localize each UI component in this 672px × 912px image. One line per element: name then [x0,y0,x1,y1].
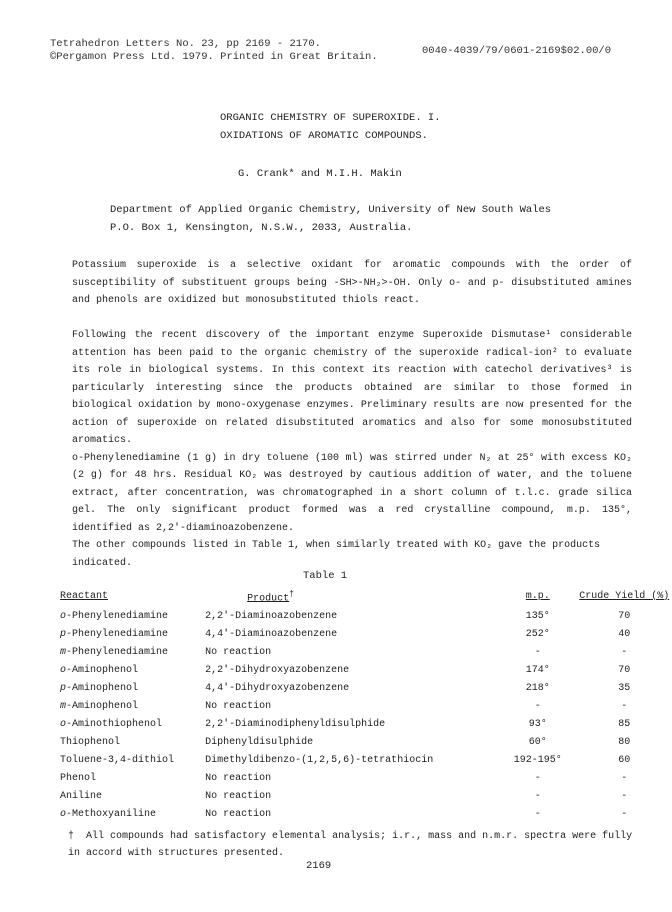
body-text [40,327,632,572]
journal-line: Tetrahedron Letters No. 23, pp 2169 - 2170. [50,38,321,50]
table-1 [60,585,672,824]
table-row [60,680,672,698]
product-cell [205,806,499,824]
footnote-dagger: † [68,831,75,842]
mp-cell-text: 174° [525,665,550,677]
product-cell-text: 2,2'-Diaminoazobenzene [205,611,338,623]
reactant-cell-text: Aniline [60,791,103,803]
mp-cell [499,806,576,824]
table-caption: Table 1 [303,570,348,582]
mp-cell [499,770,576,788]
yield-cell [576,806,672,824]
mp-cell [499,644,576,662]
yield-cell-text: 70 [618,611,631,623]
body-paragraph-2: o-Phenylenediamine (1 g) in dry toluene (100 ml) was stirred under N₂ at 25° with excess KO₂ (2 g) for 48 hrs. Residual KO₂ was destroyed by cautious addition of water, and the toluene extract, after concentration, was chromatographed in a short column of t.l.c. grade silica gel. The only significant product formed was a red crystalline compound, m.p. 135°, identified as 2,2'-diaminoazobenzene. [72,452,632,534]
mp-cell [499,734,576,752]
authors: G. Crank* and M.I.H. Makin [238,168,402,180]
mp-cell [499,752,576,770]
yield-cell [576,734,672,752]
product-cell-text: No reaction [205,773,272,785]
product-cell-text: 4,4'-Diaminoazobenzene [205,629,338,641]
product-cell-text: No reaction [205,647,272,659]
yield-cell [576,608,672,626]
reactant-cell [60,770,205,788]
product-cell-text: 4,4'-Dihydroxyazobenzene [205,683,350,695]
mp-cell-text: 252° [525,629,550,641]
mp-cell-text: 93° [528,719,547,731]
yield-cell [576,680,672,698]
table-row [60,698,672,716]
reactant-prefix: o- [60,719,73,731]
mp-cell-text: 60° [528,737,547,749]
reactant-cell-text: Phenylenediamine [72,611,169,623]
product-cell [205,716,499,734]
reactant-cell [60,734,205,752]
product-cell-text: No reaction [205,791,272,803]
yield-cell [576,788,672,806]
product-cell-text: Dimethyldibenzo-(1,2,5,6)-tetrathiocin [205,755,434,767]
body-paragraph-3: The other compounds listed in Table 1, when similarly treated with KO₂ gave the products indicated. [72,540,601,569]
product-dagger: † [289,589,295,599]
yield-cell-text: 80 [618,737,631,749]
reactant-cell-text: Thiophenol [60,737,121,749]
header-yield: Crude Yield (%) [579,590,670,602]
yield-cell [576,662,672,680]
product-cell-text: Diphenyldisulphide [205,737,314,749]
yield-cell-text: 35 [618,683,631,695]
mp-cell-text: - [534,773,541,785]
reactant-prefix: o- [60,611,73,623]
yield-cell [576,626,672,644]
product-cell [205,680,499,698]
title-line-2: OXIDATIONS OF AROMATIC COMPOUNDS. [220,130,428,142]
table-row [60,752,672,770]
table-row [60,770,672,788]
product-cell-text: 2,2'-Dihydroxyazobenzene [205,665,350,677]
mp-cell-text: - [534,809,541,821]
mp-cell [499,698,576,716]
yield-cell [576,752,672,770]
mp-cell [499,626,576,644]
reactant-prefix: p- [60,629,73,641]
product-cell-text: 2,2'-Diaminodiphenyldisulphide [205,719,386,731]
product-cell [205,608,499,626]
reactant-cell-text: Aminophenol [72,701,139,713]
affiliation-line-1: Department of Applied Organic Chemistry, University of New South Wales [110,204,552,216]
table-row [60,734,672,752]
reactant-cell-text: Phenylenediamine [72,629,169,641]
mp-cell [499,680,576,698]
yield-cell [576,698,672,716]
table-row [60,644,672,662]
mp-cell [499,788,576,806]
product-cell-text: No reaction [205,809,272,821]
page-number: 2169 [306,860,332,872]
mp-cell-text: 218° [525,683,550,695]
header-product: Product [247,593,290,605]
table-body [60,608,672,824]
reactant-prefix: p- [60,683,73,695]
yield-cell [576,770,672,788]
product-cell [205,788,499,806]
reactant-cell [60,680,205,698]
yield-cell-text: 85 [618,719,631,731]
product-cell [205,662,499,680]
product-cell [205,734,499,752]
reactant-cell [60,698,205,716]
reactant-cell-text: Aminophenol [72,683,139,695]
yield-cell-text: - [621,809,628,821]
yield-cell-text: - [621,773,628,785]
table-footnote [68,828,638,862]
product-cell [205,698,499,716]
reactant-cell-text: Phenol [60,773,97,785]
reactant-cell [60,788,205,806]
product-cell-text: No reaction [205,701,272,713]
mp-cell-text: 192-195° [513,755,562,767]
table-row [60,788,672,806]
yield-cell-text: 40 [618,629,631,641]
table-row [60,626,672,644]
reactant-cell [60,662,205,680]
reactant-cell [60,644,205,662]
table-row [60,608,672,626]
yield-cell-text: 70 [618,665,631,677]
product-cell [205,752,499,770]
reactant-prefix: o- [60,809,73,821]
reactant-cell-text: Aminothiophenol [72,719,163,731]
table-row [60,806,672,824]
table-header-row [60,585,672,608]
reactant-prefix: o- [60,665,73,677]
product-cell [205,626,499,644]
yield-cell-text: - [621,701,628,713]
yield-cell-text: - [621,647,628,659]
reactant-cell-text: Phenylenediamine [72,647,169,659]
reactant-cell-text: Aminophenol [72,665,139,677]
reactant-prefix: m- [60,647,73,659]
article-code: 0040-4039/79/0601-2169$02.00/0 [422,45,612,57]
publisher-line: ©Pergamon Press Ltd. 1979. Printed in Great Britain. [50,51,378,63]
reactant-cell [60,626,205,644]
abstract-text: Potassium superoxide is a selective oxidant for aromatic compounds with the order of susceptibility of substituent groups being -SH>-NH₂>-OH. Only o- and p- disubstituted amines and phenols are oxidized but monosubstituted thiols react. [72,260,632,306]
header-reactant: Reactant [60,590,109,602]
yield-cell [576,644,672,662]
footnote-text: All compounds had satisfactory elemental analysis; i.r., mass and n.m.r. spectra were fully in accord with structures presented. [68,831,633,859]
mp-cell [499,716,576,734]
yield-cell-text: - [621,791,628,803]
affiliation-line-2: P.O. Box 1, Kensington, N.S.W., 2033, Australia. [110,222,413,234]
mp-cell-text: 135° [525,611,550,623]
title-line-1: ORGANIC CHEMISTRY OF SUPEROXIDE. I. [220,112,441,124]
yield-cell [576,716,672,734]
mp-cell [499,662,576,680]
reactant-cell [60,716,205,734]
abstract [40,257,632,310]
mp-cell-text: - [534,701,541,713]
reactant-cell [60,806,205,824]
product-cell [205,644,499,662]
reactant-cell-text: Toluene-3,4-dithiol [60,755,175,767]
reactant-cell [60,608,205,626]
mp-cell-text: - [534,647,541,659]
reactant-cell-text: Methoxyaniline [72,809,157,821]
mp-cell-text: - [534,791,541,803]
yield-cell-text: 60 [618,755,631,767]
product-cell [205,770,499,788]
mp-cell [499,608,576,626]
header-mp: m.p. [525,590,550,602]
table-row [60,662,672,680]
body-paragraph-1: Following the recent discovery of the important enzyme Superoxide Dismutase¹ considerable attention has been paid to the organic chemistry of the superoxide radical-ion² to evaluate its role in biological systems. In this context its reaction with catechol derivatives³ is particularly interesting since the products obtained are similar to those formed in biological oxidation by mono-oxygenase enzymes. Preliminary results are now presented for the action of superoxide on related disubstituted aromatics and also for some monosubstituted aromatics. [72,330,632,446]
reactant-prefix: m- [60,701,73,713]
reactant-cell [60,752,205,770]
table-row [60,716,672,734]
